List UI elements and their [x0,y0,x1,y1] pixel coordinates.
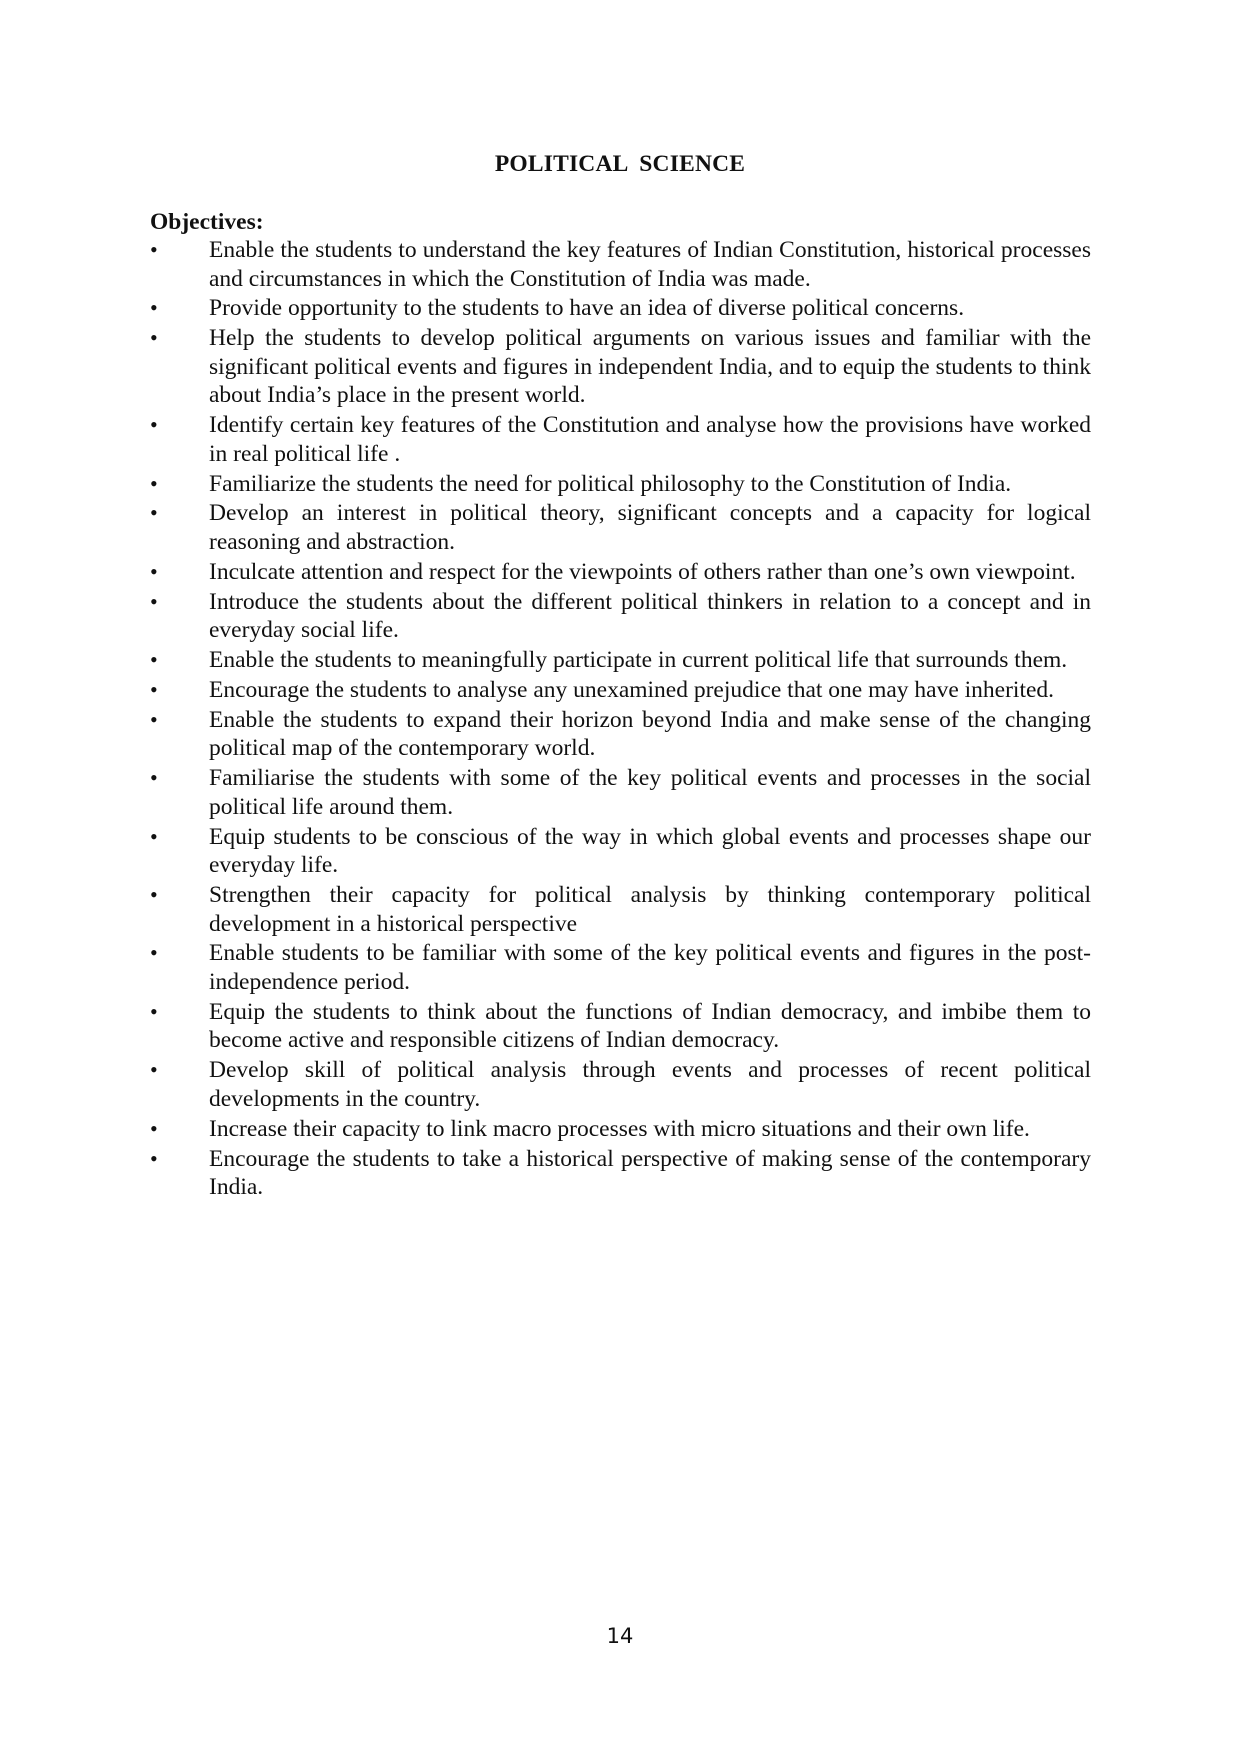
objectives-heading: Objectives: [150,209,264,235]
objective-text: Familiarize the students the need for political philosophy to the Constitution of India. [209,470,1012,497]
objective-item [150,998,1091,1055]
objective-text: Inculcate attention and respect for the viewpoints of others rather than one’s own viewpoint. [209,558,1076,585]
objective-text: Strengthen their capacity for political analysis by thinking contemporary political development in a historical perspective [209,882,1091,937]
objective-item [150,1056,1091,1113]
objective-text: Equip students to be conscious of the way in which global events and processes shape our everyday life. [209,823,1091,879]
objective-item [150,470,1091,499]
objective-text: Enable the students to meaningfully participate in current political life that surrounds them. [209,647,1068,674]
objective-text: Identify certain key features of the Constitution and analyse how the provisions have worked in real political life . [209,412,1091,467]
objective-item [150,294,1091,323]
bullet-icon: • [150,1115,158,1141]
objective-text: Increase their capacity to link macro processes with micro situations and their own life. [209,1115,1030,1142]
bullet-icon: • [150,823,158,849]
page-title: POLITICAL SCIENCE [494,151,746,177]
objective-text: Encourage the students to analyse any unexamined prejudice that one may have inherited. [209,677,1055,704]
objective-item [150,706,1091,763]
bullet-icon: • [150,325,158,351]
objective-item [150,646,1091,675]
objective-text: Enable the students to expand their horizon beyond India and make sense of the changing political map of the contemporary world. [209,706,1091,762]
objective-text: Enable the students to understand the key features of Indian Constitution, historical processes and circumstances in which the Constitution of India was made. [209,237,1091,292]
objective-item [150,324,1091,410]
bullet-icon: • [150,1145,158,1171]
bullet-icon: • [150,998,158,1024]
objective-item [150,499,1091,556]
objective-text: Develop an interest in political theory, significant concepts and a capacity for logical reasoning and abstraction. [209,500,1091,555]
objective-text: Develop skill of political analysis through events and processes of recent political developments in the country. [209,1057,1091,1112]
bullet-icon: • [150,1057,158,1083]
objective-text: Familiarise the students with some of the key political events and processes in the social political life around them. [209,765,1091,820]
bullet-icon: • [150,470,158,496]
objective-text: Introduce the students about the different political thinkers in relation to a concept and in everyday social life. [209,588,1091,644]
bullet-icon: • [150,412,158,438]
objective-text: Equip the students to think about the functions of Indian democracy, and imbibe them to become active and responsible citizens of Indian democracy. [209,998,1091,1054]
objective-item [150,236,1091,293]
objective-item [150,676,1091,705]
bullet-icon: • [150,500,158,526]
objective-text: Provide opportunity to the students to have an idea of diverse political concerns. [209,295,965,322]
objective-item [150,411,1091,468]
objective-item [150,823,1091,880]
objective-item [150,1115,1091,1144]
page-number: 14 [606,1624,634,1648]
objective-item [150,588,1091,645]
bullet-icon: • [150,940,158,966]
objective-item [150,939,1091,996]
bullet-icon: • [150,237,158,262]
objectives-list [150,236,1091,1203]
bullet-icon: • [150,765,158,791]
bullet-icon: • [150,677,158,703]
objective-item [150,558,1091,587]
bullet-icon: • [150,588,158,614]
objective-text: Encourage the students to take a historical perspective of making sense of the contemporary India. [209,1145,1091,1201]
bullet-icon: • [150,558,158,584]
objective-text: Help the students to develop political arguments on various issues and familiar with the significant political events and figures in independent India, and to equip the students to think about India’s place in the present world. [209,325,1091,409]
bullet-icon: • [150,706,158,732]
objective-item [150,1145,1091,1202]
bullet-icon: • [150,647,158,673]
objective-text: Enable students to be familiar with some of the key political events and figures in the post-independence period. [209,940,1091,995]
objective-item [150,881,1091,938]
bullet-icon: • [150,295,158,321]
bullet-icon: • [150,882,158,908]
objective-item [150,764,1091,821]
